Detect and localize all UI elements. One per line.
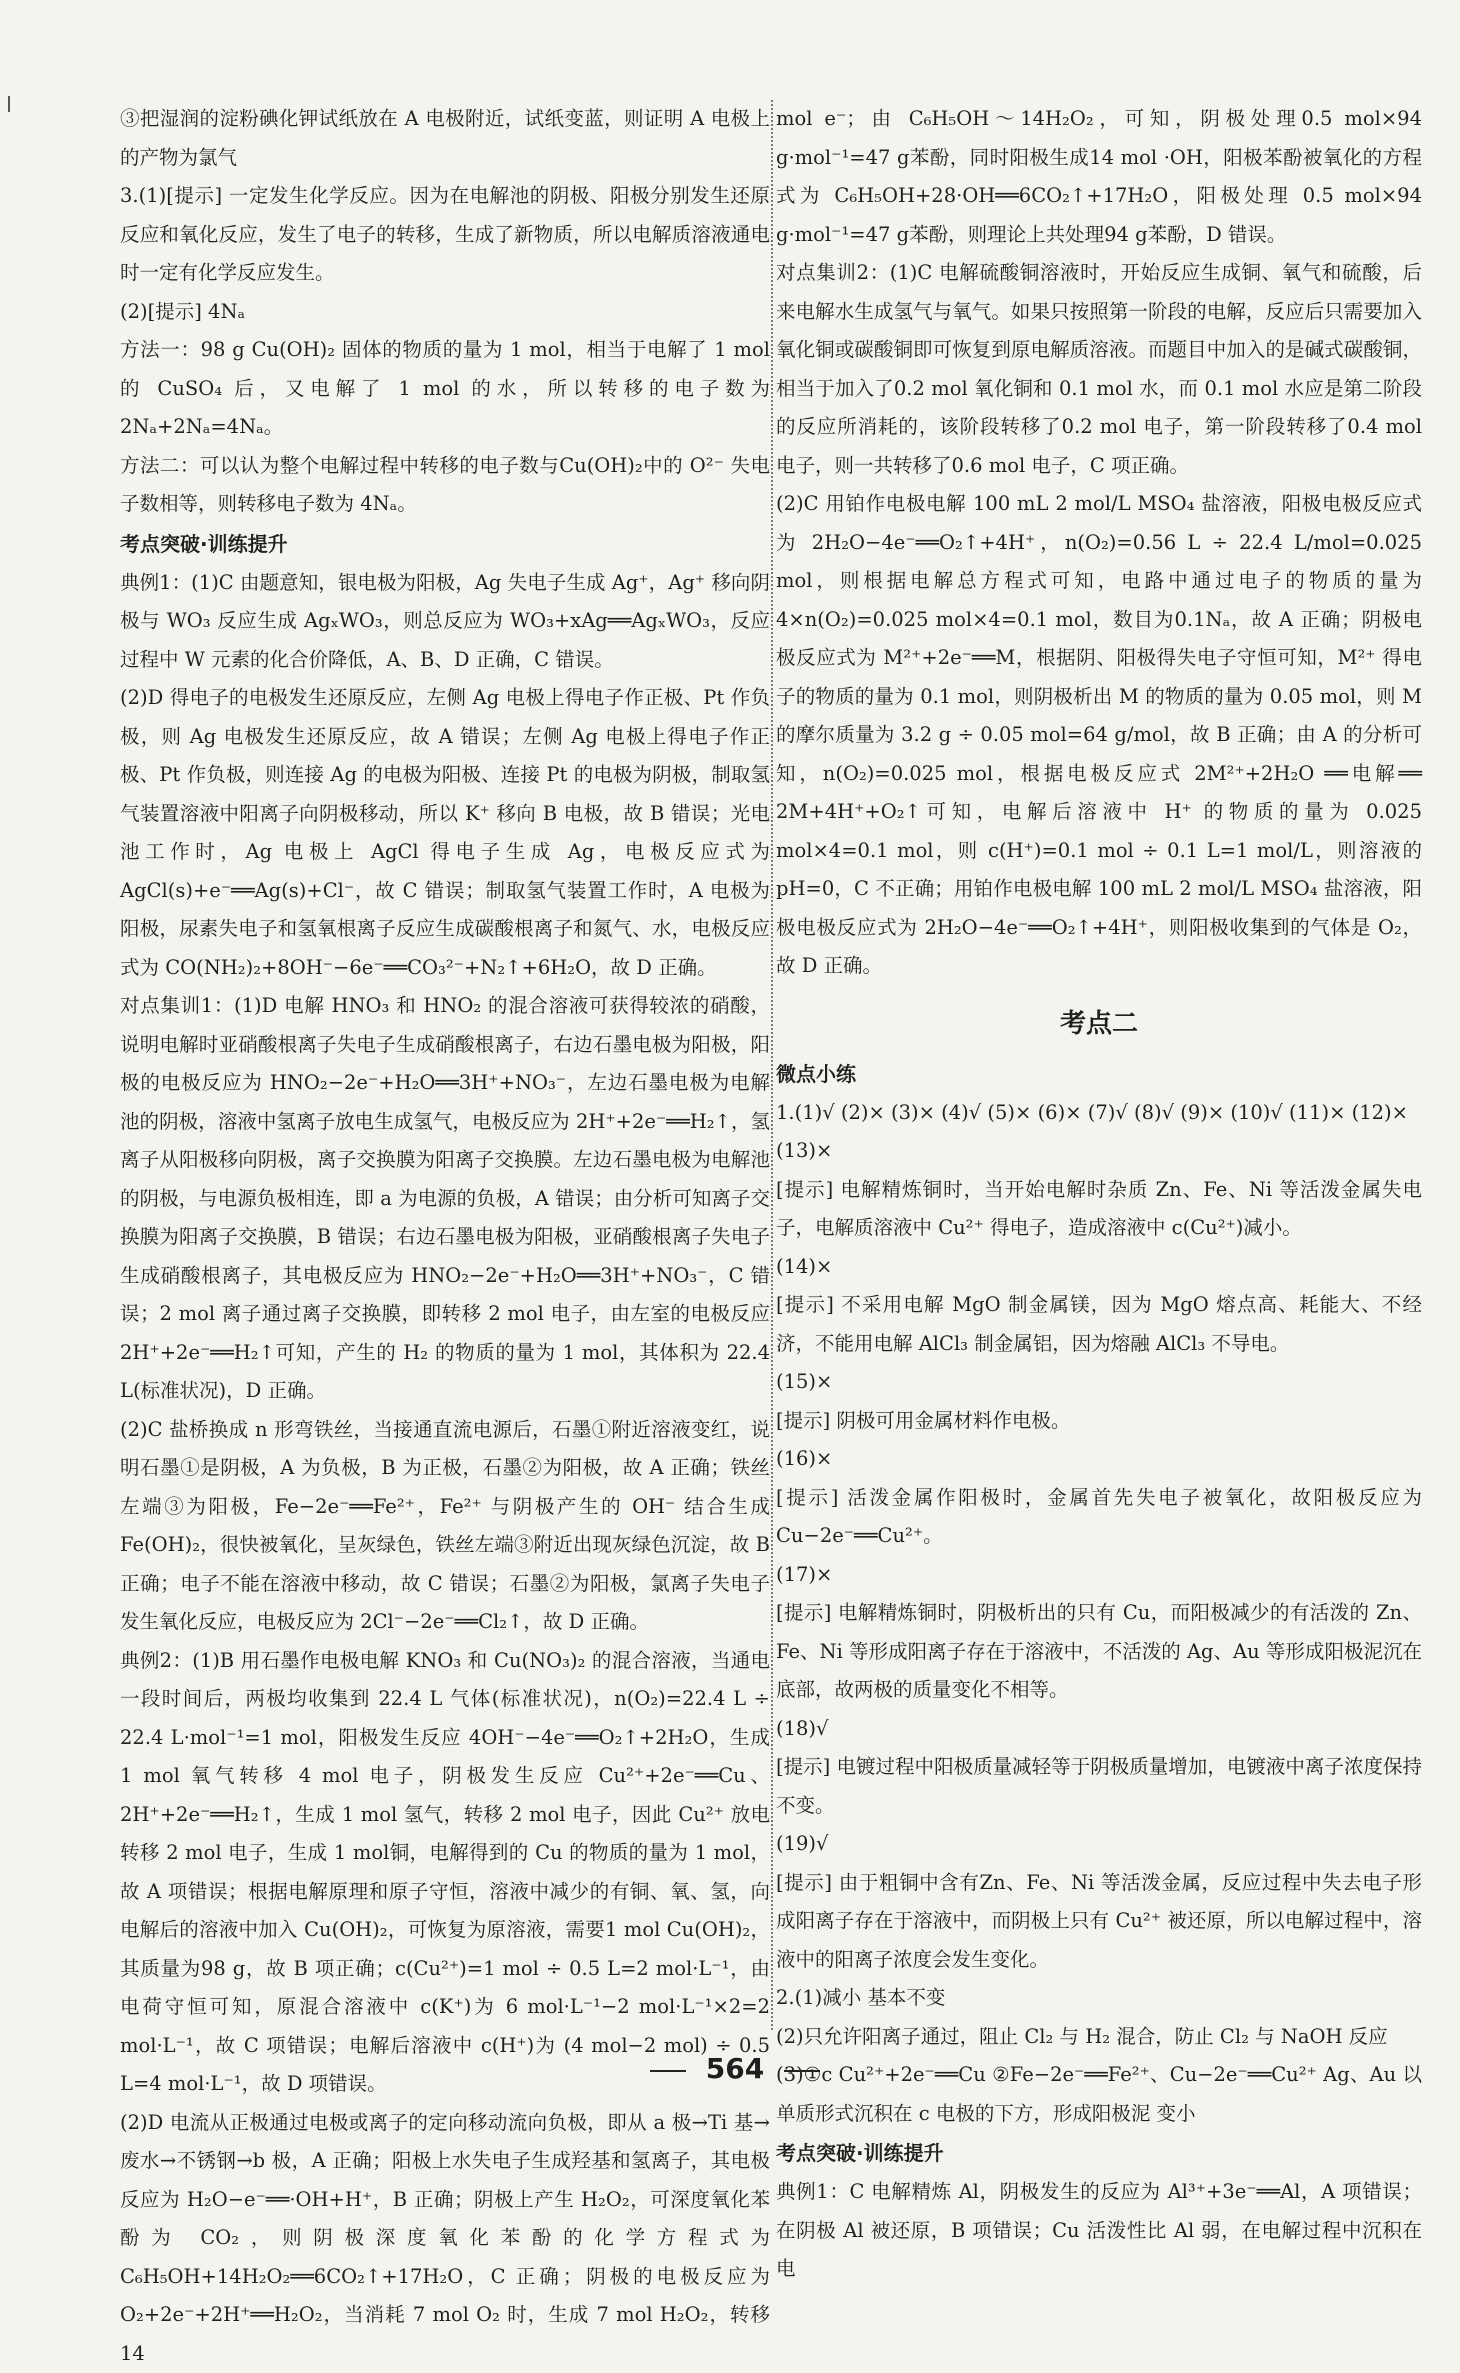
hint-paragraph: [提示] 由于粗铜中含有Zn、Fe、Ni 等活泼金属，反应过程中失去电子形成阳离子存在于溶液中，而阴极上只有 Cu²⁺ 被还原，所以电解过程中，溶液中的阳离子浓度会发生变化。 (776, 1864, 1422, 1980)
hint-paragraph: [提示] 电镀过程中阳极质量减轻等于阴极质量增加，电镀液中离子浓度保持不变。 (776, 1748, 1422, 1825)
section-heading: 考点突破·训练提升 (776, 2135, 1422, 2171)
column-divider (771, 100, 775, 2030)
answer-line: (17)× (776, 1556, 1422, 1595)
paragraph: 典例2：(1)B 用石墨作电极电解 KNO₃ 和 Cu(NO₃)₂ 的混合溶液，当通电一段时间后，两极均收集到 22.4 L 气体(标准状况)，n(O₂)=22.4 L ÷ 22.4 L·mol⁻¹=1 mol，阳极发生反应 4OH⁻−4e⁻══O₂↑+2H₂O，生成 1 mol 氧气转移 4 mol 电子，阴极发生反应 Cu²⁺+2e⁻══Cu、2H⁺+2e⁻══H₂↑，生成 1 mol 氢气，转移 2 mol 电子，因此 Cu²⁺ 放电转移 2 mol 电子，生成 1 mol铜，电解得到的 Cu 的物质的量为 1 mol，故 A 项错误；根据电解原理和原子守恒，溶液中减少的有铜、氧、氢，向电解后的溶液中加入 Cu(OH)₂，可恢复为原溶液，需要1 mol Cu(OH)₂，其质量为98 g，故 B 项正确；c(Cu²⁺)=1 mol ÷ 0.5 L=2 mol·L⁻¹，由电荷守恒可知，原混合溶液中 c(K⁺)为 6 mol·L⁻¹−2 mol·L⁻¹×2=2 mol·L⁻¹，故 C 项错误；电解后溶液中 c(H⁺)为 (4 mol−2 mol) ÷ 0.5 L=4 mol·L⁻¹，故 D 项错误。 (120, 1642, 770, 2104)
sub-heading: 微点小练 (776, 1056, 1422, 1092)
paragraph: (2)D 得电子的电极发生还原反应，左侧 Ag 电极上得电子作正极、Pt 作负极，则 Ag 电极发生还原反应，故 A 错误；左侧 Ag 电极上得电子作正极、Pt 作负极，则连接 Ag 的电极为阳极、连接 Pt 的电极为阴极，制取氢气装置溶液中阳离子向阴极移动，所以 K⁺ 移向 B 电极，故 B 错误；光电池工作时，Ag 电极上 AgCl 得电子生成 Ag，电极反应式为 AgCl(s)+e⁻══Ag(s)+Cl⁻，故 C 错误；制取氢气装置工作时，A 电极为阳极，尿素失电子和氢氧根离子反应生成碳酸根离子和氮气、水，电极反应式为 CO(NH₂)₂+8OH⁻−6e⁻══CO₃²⁻+N₂↑+6H₂O，故 D 正确。 (120, 679, 770, 987)
answer-line: (2)只允许阳离子通过，阻止 Cl₂ 与 H₂ 混合，防止 Cl₂ 与 NaOH 反应 (776, 2018, 1422, 2057)
paragraph: 方法二：可以认为整个电解过程中转移的电子数与Cu(OH)₂中的 O²⁻ 失电子数相等，则转移电子数为 4Nₐ。 (120, 447, 770, 524)
paragraph: 方法一：98 g Cu(OH)₂ 固体的物质的量为 1 mol，相当于电解了 1 mol 的 CuSO₄ 后，又电解了 1 mol 的水，所以转移的电子数为 2Nₐ+2Nₐ=4Nₐ。 (120, 331, 770, 447)
paragraph: (2)[提示] 4Nₐ (120, 293, 770, 332)
paragraph: 对点集训1：(1)D 电解 HNO₃ 和 HNO₂ 的混合溶液可获得较浓的硝酸，说明电解时亚硝酸根离子失电子生成硝酸根离子，右边石墨电极为阳极，阳极的电极反应为 HNO₂−2e⁻+H₂O══3H⁺+NO₃⁻，左边石墨电极为电解池的阴极，溶液中氢离子放电生成氢气，电极反应为 2H⁺+2e⁻══H₂↑，氢离子从阳极移向阴极，离子交换膜为阳离子交换膜。左边石墨电极为电解池的阴极，与电源负极相连，即 a 为电源的负极，A 错误；由分析可知离子交换膜为阳离子交换膜，B 错误；右边石墨电极为阳极，亚硝酸根离子失电子生成硝酸根离子，其电极反应为 HNO₂−2e⁻+H₂O══3H⁺+NO₃⁻，C 错误；2 mol 离子通过离子交换膜，即转移 2 mol 电子，由左室的电极反应 2H⁺+2e⁻══H₂↑可知，产生的 H₂ 的物质的量为 1 mol，其体积为 22.4 L(标准状况)，D 正确。 (120, 987, 770, 1411)
answer-line: (13)× (776, 1132, 1422, 1171)
paragraph: 典例1：C 电解精炼 Al，阴极发生的反应为 Al³⁺+3e⁻══Al，A 项错误；在阴极 Al 被还原，B 项错误；Cu 活泼性比 Al 弱，在电解过程中沉积在电 (776, 2173, 1422, 2289)
answer-line: 2.(1)减小 基本不变 (776, 1979, 1422, 2018)
right-column (776, 100, 1422, 2289)
answer-line: (19)√ (776, 1825, 1422, 1864)
hint-paragraph: [提示] 阴极可用金属材料作电极。 (776, 1402, 1422, 1441)
hint-paragraph: [提示] 电解精炼铜时，当开始电解时杂质 Zn、Fe、Ni 等活泼金属失电子，电解质溶液中 Cu²⁺ 得电子，造成溶液中 c(Cu²⁺)减小。 (776, 1171, 1422, 1248)
hint-paragraph: [提示] 活泼金属作阳极时，金属首先失电子被氧化，故阳极反应为 Cu−2e⁻══Cu²⁺。 (776, 1479, 1422, 1556)
answer-line: (15)× (776, 1363, 1422, 1402)
answer-line: 1.(1)√ (2)× (3)× (4)√ (5)× (6)× (7)√ (8)√ (9)× (10)√ (11)× (12)× (776, 1094, 1422, 1133)
hint-paragraph: [提示] 电解精炼铜时，阴极析出的只有 Cu，而阳极减少的有活泼的 Zn、Fe、Ni 等形成阳离子存在于溶液中，不活泼的 Ag、Au 等形成阳极泥沉在底部，故两极的质量变化不相等。 (776, 1594, 1422, 1710)
paragraph: ③把湿润的淀粉碘化钾试纸放在 A 电极附近，试纸变蓝，则证明 A 电极上的产物为氯气 (120, 100, 770, 177)
paragraph: mol e⁻；由 C₆H₅OH～14H₂O₂，可知，阴极处理0.5 mol×94 g·mol⁻¹=47 g苯酚，同时阳极生成14 mol ·OH，阳极苯酚被氧化的方程式为 C₆H₅OH+28·OH══6CO₂↑+17H₂O，阳极处理 0.5 mol×94 g·mol⁻¹=47 g苯酚，则理论上共处理94 g苯酚，D 错误。 (776, 100, 1422, 254)
left-column (120, 100, 770, 2373)
paragraph: 对点集训2：(1)C 电解硫酸铜溶液时，开始反应生成铜、氧气和硫酸，后来电解水生成氢气与氧气。如果只按照第一阶段的电解，反应后只需要加入氧化铜或碳酸铜即可恢复到原电解质溶液。而题目中加入的是碱式碳酸铜，相当于加入了0.2 mol 氧化铜和 0.1 mol 水，而 0.1 mol 水应是第二阶段的反应所消耗的，该阶段转移了0.2 mol 电子，第一阶段转移了0.4 mol 电子，则一共转移了0.6 mol 电子，C 项正确。 (776, 254, 1422, 485)
paragraph: (2)D 电流从正极通过电极或离子的定向移动流向负极，即从 a 极→Ti 基→废水→不锈钢→b 极，A 正确；阳极上水失电子生成羟基和氢离子，其电极反应为 H₂O−e⁻══·OH+H⁺，B 正确；阴极上产生 H₂O₂，可深度氧化苯酚为 CO₂，则阴极深度氧化苯酚的化学方程式为 C₆H₅OH+14H₂O₂══6CO₂↑+17H₂O，C 正确；阴极的电极反应为 O₂+2e⁻+2H⁺══H₂O₂，当消耗 7 mol O₂ 时，生成 7 mol H₂O₂，转移 14 (120, 2104, 770, 2373)
section-heading: 考点突破·训练提升 (120, 526, 770, 562)
paragraph: 3.(1)[提示] 一定发生化学反应。因为在电解池的阴极、阳极分别发生还原反应和氧化反应，发生了电子的转移，生成了新物质，所以电解质溶液通电时一定有化学反应发生。 (120, 177, 770, 293)
answer-line: (16)× (776, 1440, 1422, 1479)
answer-line: (3)①c Cu²⁺+2e⁻══Cu ②Fe−2e⁻══Fe²⁺、Cu−2e⁻══Cu²⁺ Ag、Au 以单质形式沉积在 c 电极的下方，形成阳极泥 变小 (776, 2056, 1422, 2133)
page-number: 564 (690, 2052, 780, 2085)
scan-edge-mark (8, 96, 10, 112)
paragraph: 典例1：(1)C 由题意知，银电极为阳极，Ag 失电子生成 Ag⁺，Ag⁺ 移向阴极与 WO₃ 反应生成 AgₓWO₃，则总反应为 WO₃+xAg══AgₓWO₃，反应过程中 W 元素的化合价降低，A、B、D 正确，C 错误。 (120, 564, 770, 680)
section-title: 考点二 (776, 998, 1422, 1050)
answer-line: (18)√ (776, 1710, 1422, 1749)
answer-line: (14)× (776, 1248, 1422, 1287)
hint-paragraph: [提示] 不采用电解 MgO 制金属镁，因为 MgO 熔点高、耗能大、不经济，不能用电解 AlCl₃ 制金属铝，因为熔融 AlCl₃ 不导电。 (776, 1286, 1422, 1363)
paragraph: (2)C 用铂作电极电解 100 mL 2 mol/L MSO₄ 盐溶液，阳极电极反应式为 2H₂O−4e⁻══O₂↑+4H⁺，n(O₂)=0.56 L ÷ 22.4 L/mol=0.025 mol，则根据电解总方程式可知，电路中通过电子的物质的量为 4×n(O₂)=0.025 mol×4=0.1 mol，数目为0.1Nₐ，故 A 正确；阴极电极反应式为 M²⁺+2e⁻══M，根据阴、阳极得失电子守恒可知，M²⁺ 得电子的物质的量为 0.1 mol，则阴极析出 M 的物质的量为 0.05 mol，则 M 的摩尔质量为 3.2 g ÷ 0.05 mol=64 g/mol，故 B 正确；由 A 的分析可知，n(O₂)=0.025 mol，根据电极反应式 2M²⁺+2H₂O ══电解══ 2M+4H⁺+O₂↑可知，电解后溶液中 H⁺ 的物质的量为 0.025 mol×4=0.1 mol，则 c(H⁺)=0.1 mol ÷ 0.1 L=1 mol/L，则溶液的 pH=0，C 不正确；用铂作电极电解 100 mL 2 mol/L MSO₄ 盐溶液，阳极电极反应式为 2H₂O−4e⁻══O₂↑+4H⁺，则阳极收集到的气体是 O₂，故 D 正确。 (776, 485, 1422, 986)
paragraph: (2)C 盐桥换成 n 形弯铁丝，当接通直流电源后，石墨①附近溶液变红，说明石墨①是阴极，A 为负极，B 为正极，石墨②为阳极，故 A 正确；铁丝左端③为阳极，Fe−2e⁻══Fe²⁺，Fe²⁺ 与阴极产生的 OH⁻ 结合生成Fe(OH)₂，很快被氧化，呈灰绿色，铁丝左端③附近出现灰绿色沉淀，故 B 正确；电子不能在溶液中移动，故 C 错误；石墨②为阳极，氯离子失电子发生氧化反应，电极反应为 2Cl⁻−2e⁻══Cl₂↑，故 D 正确。 (120, 1411, 770, 1642)
